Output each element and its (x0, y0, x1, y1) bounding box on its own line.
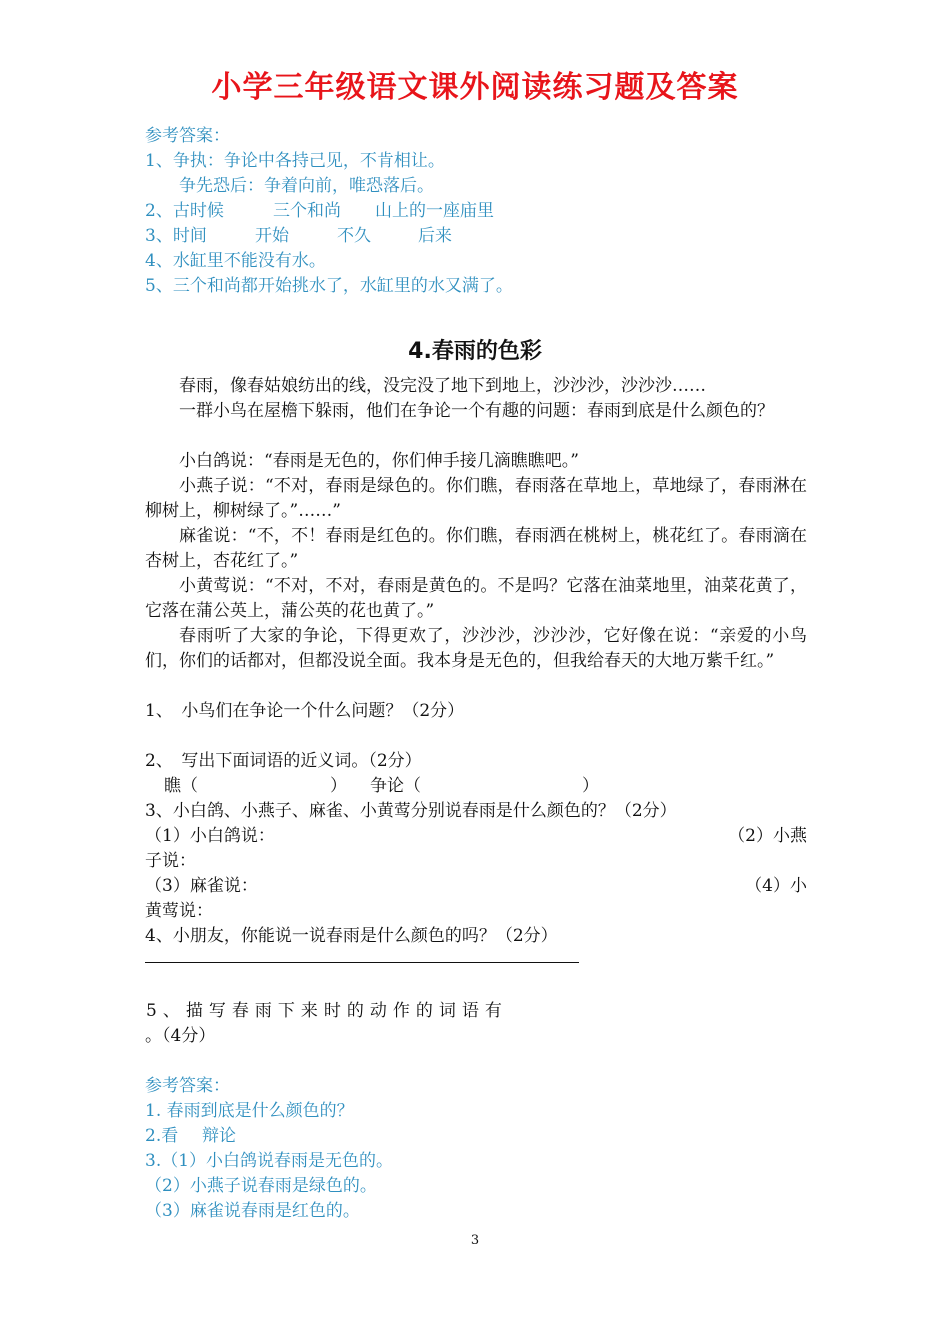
question-1: 1、 小鸟们在争论一个什么问题？（2分） (145, 701, 465, 721)
passage-paragraph-7: 春雨听了大家的争论，下得更欢了，沙沙沙，沙沙沙，它好像在说：“亲爱的小鸟们，你们的话都对，但都没说全面。我本身是无色的，但我给春天的大地万紫千红。” (145, 626, 807, 671)
question-3: 3、小白鸽、小燕子、麻雀、小黄莺分别说春雨是什么颜色的？（2分） (145, 801, 677, 821)
answer-prev-1b: 争先恐后：争着向前，唯恐落后。 (179, 176, 434, 196)
question-4: 4、小朋友，你能说一说春雨是什么颜色的吗？（2分） (145, 926, 558, 946)
question-5: 5、描写春雨下来时的动作的词语有 (146, 1001, 508, 1021)
answer-heading-prev: 参考答案： (145, 126, 230, 146)
answer-2-a: 2.看 (145, 1126, 179, 1146)
answer-prev-2-b: 三个和尚 (273, 201, 341, 221)
answer-3-1: 3.（1）小白鸽说春雨是无色的。 (145, 1151, 394, 1171)
question-3-item-3: （3）麻雀说： (145, 876, 258, 896)
passage-paragraph-3: 小白鸽说：“春雨是无色的，你们伸手接几滴瞧瞧吧。” (179, 451, 579, 471)
question-3-item-2-a: （2）小燕 (728, 826, 807, 846)
answer-prev-3-c: 不久 (337, 226, 371, 246)
answer-prev-5: 5、三个和尚都开始挑水了，水缸里的水又满了。 (145, 276, 513, 296)
passage-paragraph-1: 春雨，像春姑娘纺出的线，没完没了地下到地上，沙沙沙，沙沙沙…… (179, 376, 706, 396)
answer-2-b: 辩论 (202, 1126, 236, 1146)
answer-prev-3-b: 开始 (255, 226, 289, 246)
question-3-item-4-b: 黄莺说： (145, 901, 213, 921)
answer-heading: 参考答案： (145, 1076, 230, 1096)
question-2-word-1: 瞧（ (164, 776, 198, 796)
answer-3-2: （2）小燕子说春雨是绿色的。 (145, 1176, 377, 1196)
section-title: 4.春雨的色彩 (408, 339, 542, 364)
question-2-word-1-close: ） (330, 776, 347, 796)
passage-paragraph-6: 小黄莺说：“不对，不对，春雨是黄色的。不是吗？它落在油菜地里，油菜花黄了，它落在蒲公英上，蒲公英的花也黄了。” (145, 576, 807, 621)
document-title: 小学三年级语文课外阅读练习题及答案 (211, 70, 739, 105)
question-2: 2、 写出下面词语的近义词。（2分） (145, 751, 422, 771)
answer-prev-2-c: 山上的一座庙里 (375, 201, 494, 221)
question-3-item-1: （1）小白鸽说： (145, 826, 275, 846)
answer-line (145, 962, 579, 963)
passage-paragraph-2: 一群小鸟在屋檐下躲雨，他们在争论一个有趣的问题：春雨到底是什么颜色的？ (179, 401, 774, 421)
passage-paragraph-5: 麻雀说：“不，不！春雨是红色的。你们瞧，春雨洒在桃树上，桃花红了。春雨滴在杏树上，杏花红了。” (145, 526, 807, 571)
question-3-item-2-b: 子说： (145, 851, 196, 871)
answer-3-3: （3）麻雀说春雨是红色的。 (145, 1201, 360, 1221)
question-2-word-2: 争论（ (370, 776, 421, 796)
answer-prev-3-d: 后来 (418, 226, 452, 246)
answer-prev-4: 4、水缸里不能没有水。 (145, 251, 326, 271)
page-number: 3 (470, 1233, 480, 1248)
answer-prev-1: 1、争执：争论中各持己见，不肯相让。 (145, 151, 445, 171)
question-5-points: 。（4分） (145, 1026, 216, 1046)
question-2-word-2-close: ） (582, 776, 599, 796)
answer-prev-2-a: 2、古时候 (145, 201, 224, 221)
answer-prev-3-a: 3、时间 (145, 226, 207, 246)
question-3-item-4-a: （4）小 (745, 876, 807, 896)
answer-1: 1. 春雨到底是什么颜色的？ (145, 1101, 354, 1121)
passage-paragraph-4: 小燕子说：“不对，春雨是绿色的。你们瞧，春雨落在草地上，草地绿了，春雨淋在柳树上，柳树绿了。”……” (145, 476, 807, 521)
